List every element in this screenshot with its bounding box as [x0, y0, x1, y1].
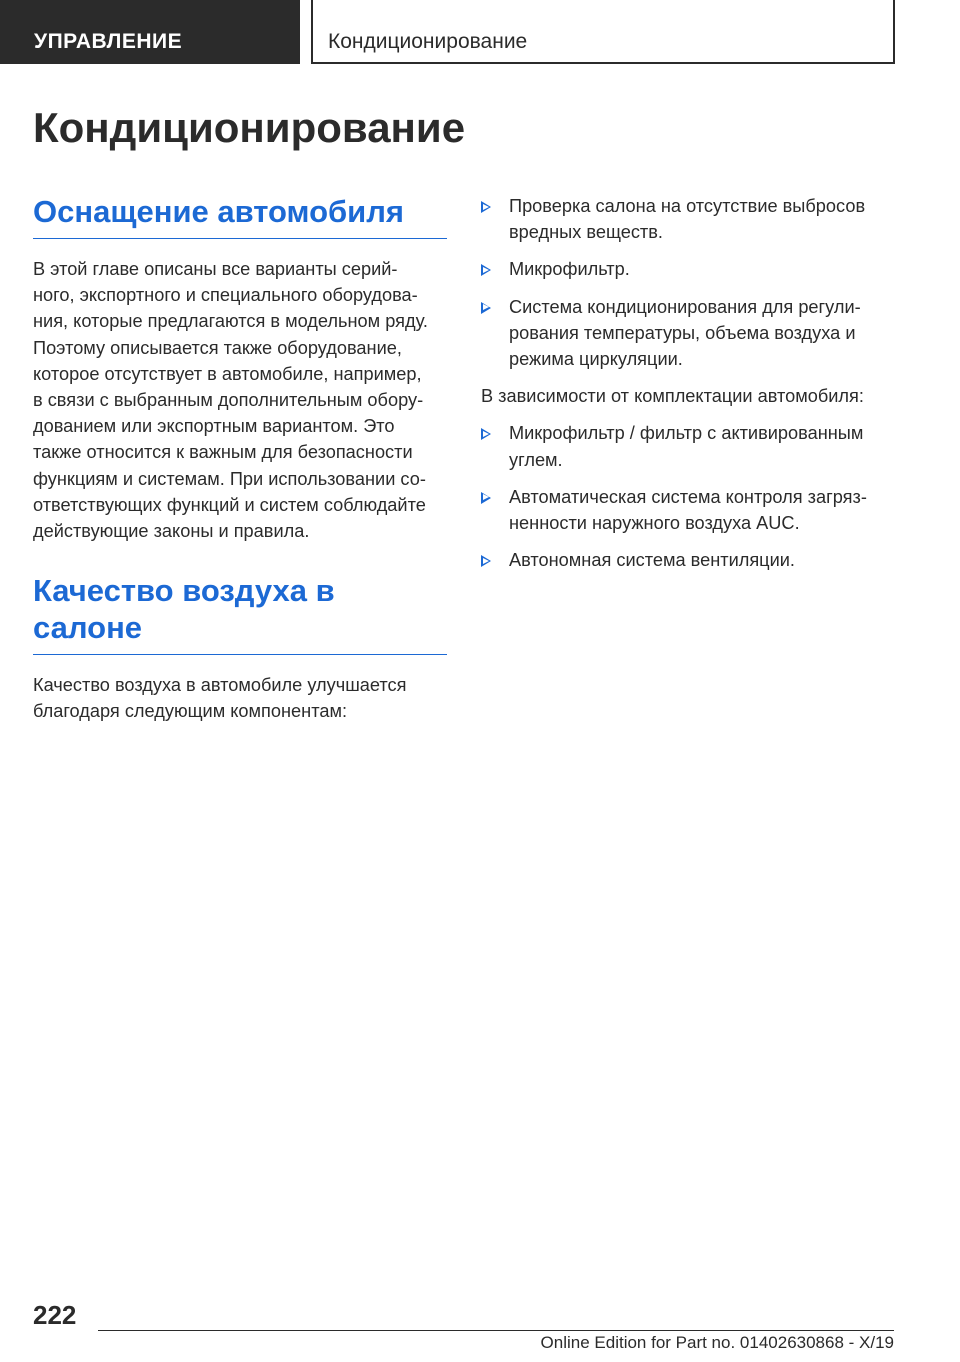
- triangle-bullet-icon: [481, 428, 491, 440]
- equipment-paragraph: [33, 256, 449, 544]
- list-item-line: Автоматическая система контроля загряз-: [509, 486, 867, 507]
- triangle-bullet-icon: [481, 264, 491, 276]
- triangle-bullet-icon: [481, 492, 491, 504]
- text-line: функциям и системам. При использовании со-: [33, 468, 426, 489]
- equipment-dependency-intro: В зависимости от комплектации автомобиля:: [481, 386, 864, 407]
- triangle-bullet-icon: [481, 302, 491, 314]
- text-line: Качество воздуха в автомобиле улучшается: [33, 675, 407, 695]
- list-item-line: Микрофильтр.: [509, 259, 630, 280]
- list-item-line: вредных веществ.: [509, 222, 663, 243]
- heading-line: салоне: [33, 610, 143, 645]
- page-number: 222: [33, 1300, 77, 1330]
- text-line: В этой главе описаны все варианты серий-: [33, 259, 398, 279]
- triangle-bullet-icon: [481, 555, 491, 567]
- header-topic-label: Кондиционирование: [311, 0, 895, 64]
- header-section-label: УПРАВЛЕНИЕ: [0, 0, 300, 64]
- text-line: в связи с выбранным дополнительным обору-: [33, 390, 424, 411]
- text-line: ного, экспортного и специального оборудова-: [33, 285, 418, 306]
- footer-divider: [98, 1330, 894, 1331]
- list-item: [481, 193, 911, 245]
- heading-line: Качество воздуха в: [33, 573, 335, 608]
- page-title: Кондиционирование: [33, 104, 466, 151]
- list-item: [481, 547, 911, 573]
- text-line: действующие законы и правила.: [33, 521, 310, 542]
- list-item: [481, 294, 911, 373]
- list-item-line: Проверка салона на отсутствие выбросов: [509, 196, 866, 216]
- list-item: [481, 420, 911, 472]
- list-item: [481, 256, 911, 282]
- text-line: также относится к важным для безопасности: [33, 442, 413, 463]
- air-quality-paragraph: [33, 672, 449, 724]
- list-item-line: Микрофильтр / фильтр с активированным: [509, 423, 864, 444]
- list-item-line: Система кондиционирования для регули-: [509, 296, 861, 317]
- list-item-line: углем.: [509, 449, 563, 470]
- right-column: [481, 193, 911, 584]
- text-line: ния, которые предлагаются в модельном ряду.: [33, 311, 428, 332]
- footer-edition-text: Online Edition for Part no. 01402630868 - X/19: [540, 1333, 894, 1352]
- list-item-line: ненности наружного воздуха AUC.: [509, 513, 800, 534]
- list-item-line: режима циркуляции.: [509, 349, 683, 370]
- section-heading-equipment: Оснащение автомобиля: [33, 193, 447, 239]
- section-heading-air-quality: [33, 572, 447, 655]
- list-item-line: рования температуры, объема воздуха и: [509, 322, 856, 343]
- text-line: благодаря следующим компонентам:: [33, 701, 348, 722]
- text-line: дованием или экспортным вариантом. Это: [33, 416, 395, 437]
- text-line: ответствующих функций и систем соблюдайте: [33, 494, 426, 515]
- text-line: Поэтому описывается также оборудование,: [33, 337, 402, 358]
- list-item: [481, 484, 911, 536]
- text-line: которое отсутствует в автомобиле, например,: [33, 363, 422, 384]
- list-item-line: Автономная система вентиляции.: [509, 550, 795, 571]
- triangle-bullet-icon: [481, 201, 491, 213]
